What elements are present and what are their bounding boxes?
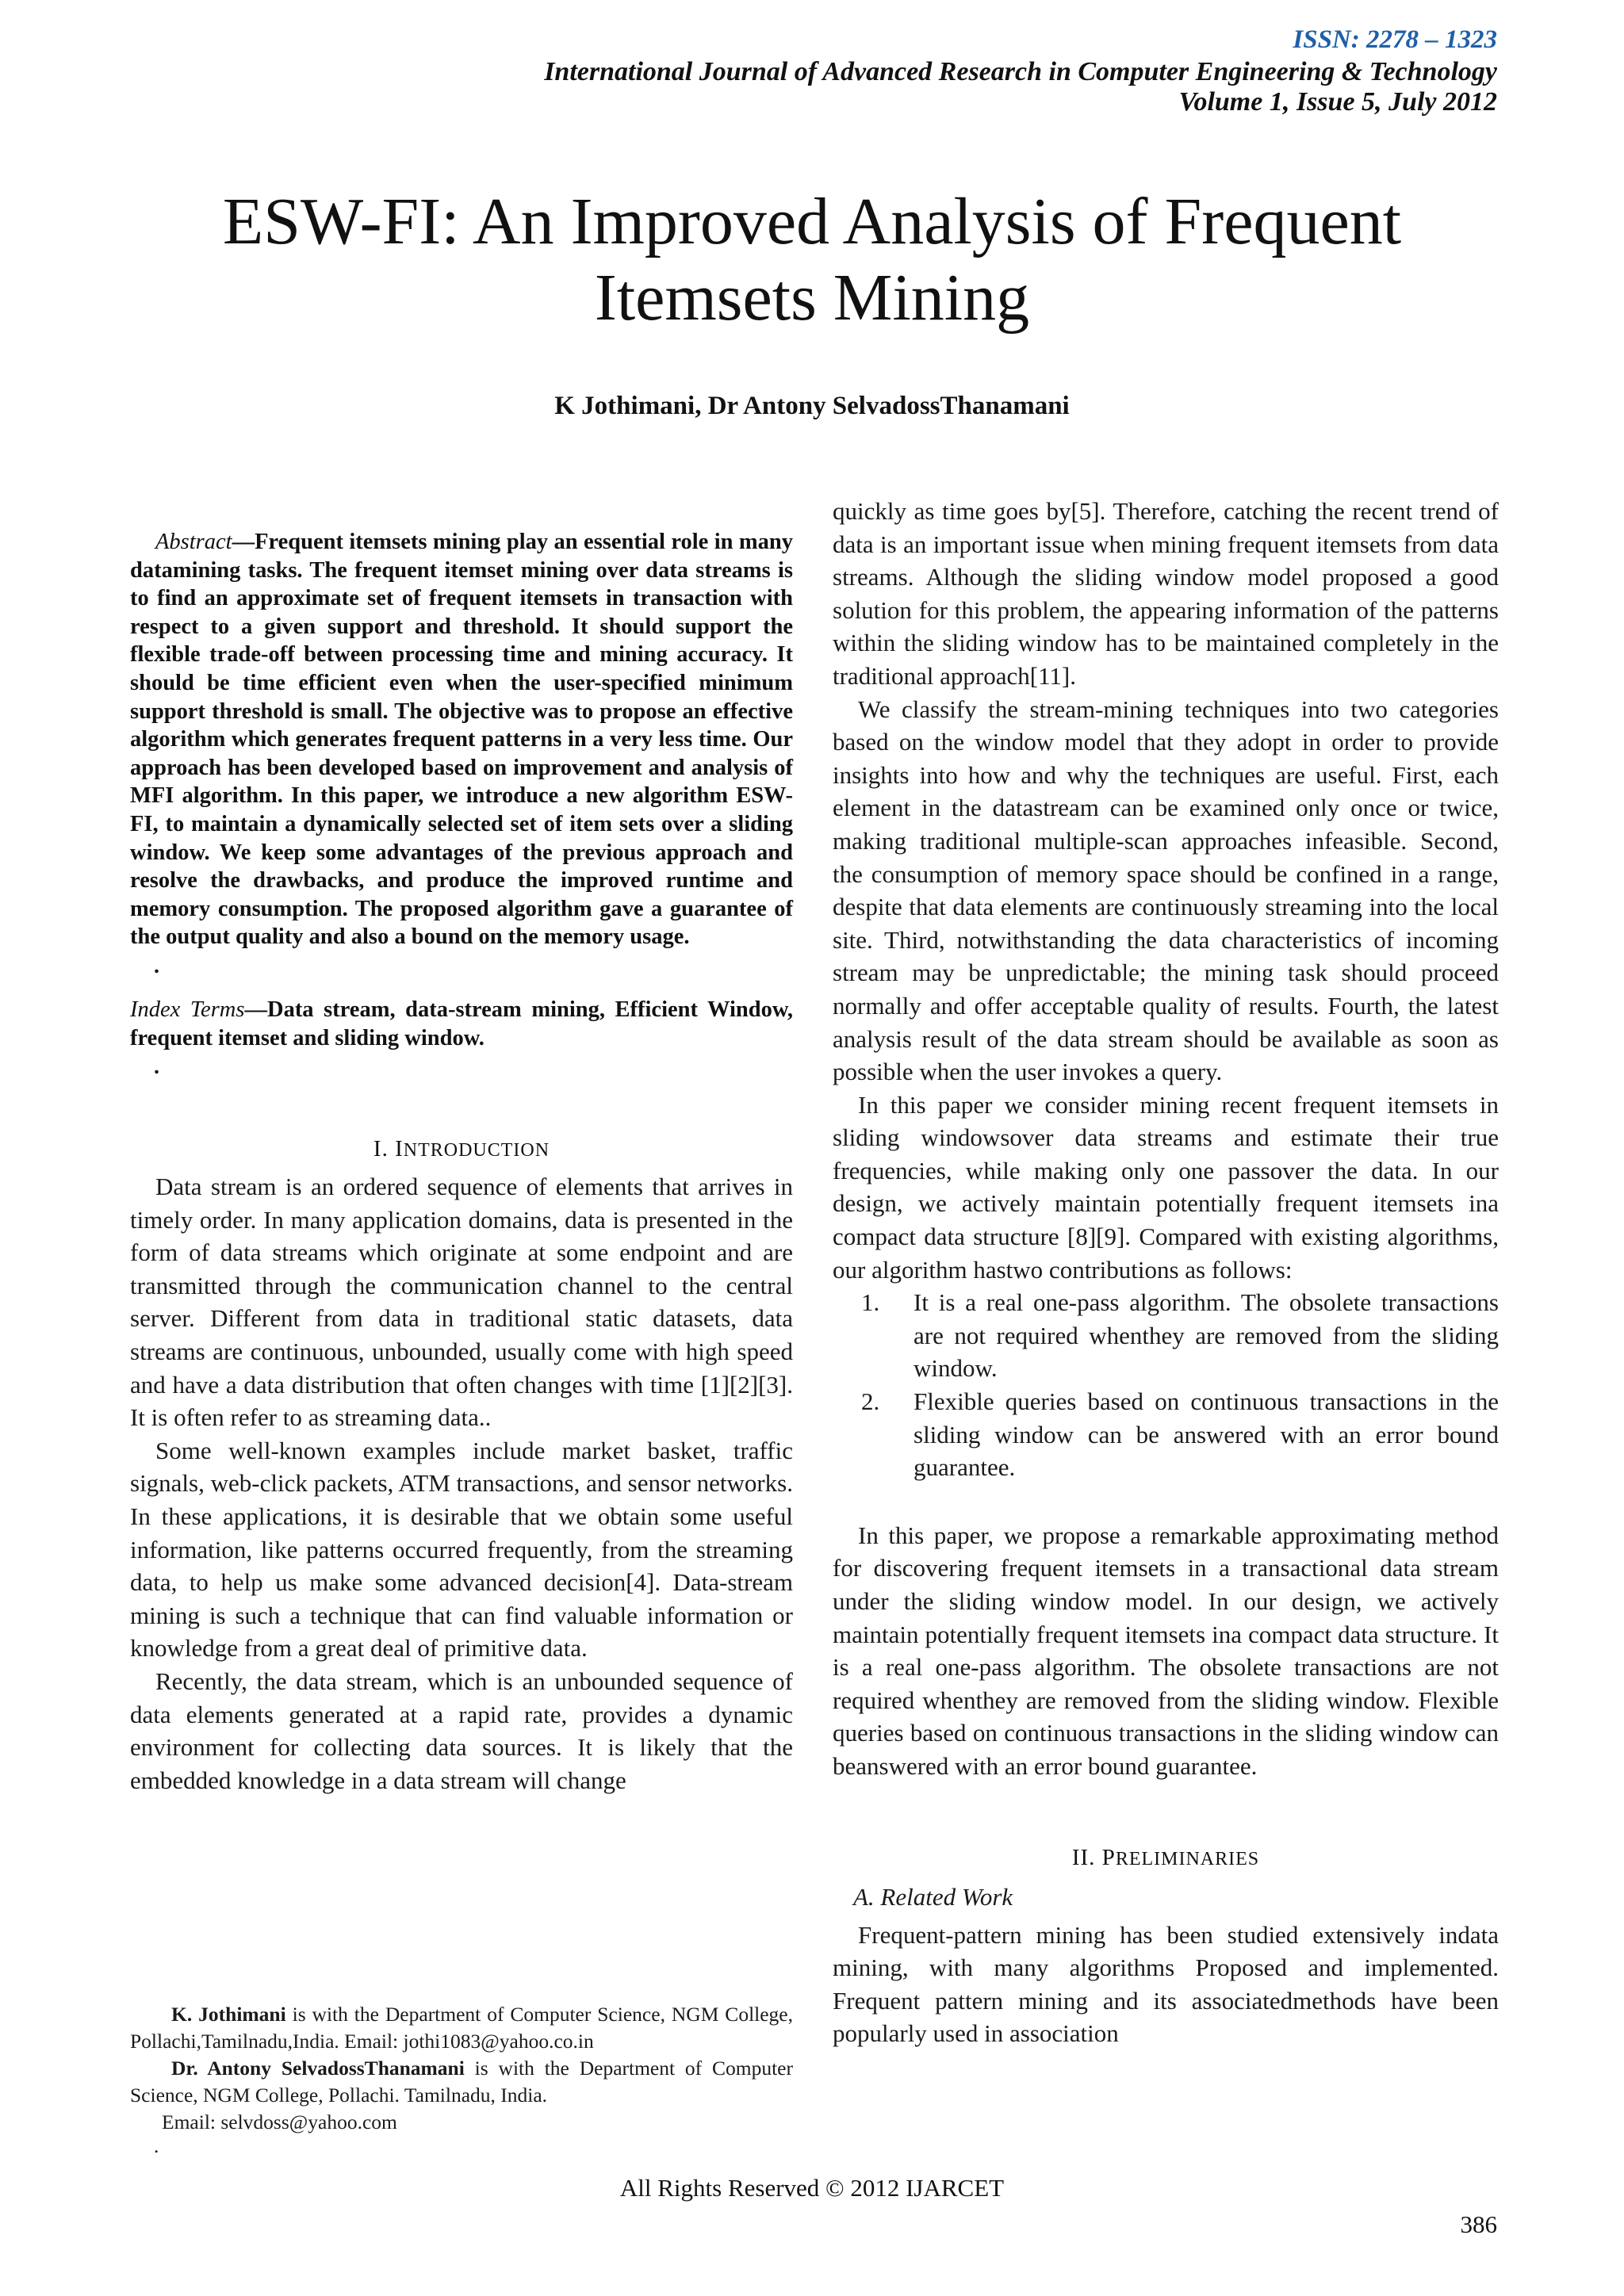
section-heading-introduction [130,1136,793,1162]
right-paragraph-3: In this paper we consider mining recent frequent itemsets in sliding windowsover data streams and estimate their true frequencies, while making only one passover the data. In our design, we actively maintain potentially frequent itemsets ina compact data structure [8][9]. Compared with existing algorithms, our algorithm hastwo contributions as follows: [833,1090,1499,1284]
page-number: 386 [1460,2210,1497,2238]
footnote-author-1 [130,2001,793,2055]
section-number: I. [373,1136,389,1162]
list-item-number: 1. [861,1288,880,1317]
title-line-2: Itemsets Mining [594,261,1030,335]
author-list: K Jothimani, Dr Antony SelvadossThanamani [554,392,1070,420]
issn-header: ISSN: 2278 – 1323 [1293,25,1497,54]
footnote-dot: . [154,2134,159,2157]
author-footnote [130,2001,793,2156]
intro-paragraph-2: Some well-known examples include market basket, traffic signals, web-click packets, ATM transactions, and sensor networks. In these applications, it is desirable that we obtain some useful information, like patterns occurred frequently, from the streaming data, to help us make some advanced decision[4]. Data-stream mining is such a technique that can find valuable information or knowledge from a great deal of primitive data. [130,1436,793,1663]
section-title-rest: NTRODUCTION [403,1140,550,1161]
footnote-author-1-name: K. Jothimani [171,2003,286,2026]
index-terms-dot: . [154,1054,159,1080]
list-item-text: It is a real one-pass algorithm. The obsolete transactions are not required whenthey are removed from the sliding window. [914,1288,1499,1383]
journal-name: International Journal of Advanced Research in Computer Engineering & Technology [544,57,1497,86]
footnote-author-2-text: is with the Department of Computer Science, NGM College, Pollachi. Tamilnadu, India. [130,2057,793,2107]
section-title-rest: RELIMINARIES [1115,1848,1260,1869]
right-column [833,495,1499,2050]
intro-paragraph-3: Recently, the data stream, which is an unbounded sequence of data elements generated at a rapid rate, provides a dynamic environment for collecting data sources. It is likely that the embedded knowledge in a data stream will change [130,1667,793,1794]
right-paragraph-2: We classify the stream-mining techniques into two categories based on the window model that they adopt in order to provide insights into how and why the techniques are useful. First, each element in the datastream can be examined only once or twice, making traditional multiple-scan approaches infeasible. Second, the consumption of memory space should be confined in a range, despite that data elements are continuously streaming into the local site. Third, notwithstanding the data characteristics of incoming stream may be unpredictable; the mining task should proceed normally and offer acceptable quality of results. Fourth, the latest analysis result of the data stream should be available as soon as possible when the user invokes a query. [833,695,1499,1086]
footnote-author-1-text: is with the Department of Computer Science, NGM College, Pollachi,Tamilnadu,India. Email: jothi1083@yahoo.co.in [130,2003,794,2053]
left-column [130,528,793,1797]
index-terms-text: —Data stream, data-stream mining, Efficient Window, frequent itemset and sliding window. [130,997,793,1050]
paper-title [159,184,1465,336]
footnote-email: Email: selvdoss@yahoo.com [162,2110,397,2133]
copyright-footer: All Rights Reserved © 2012 IJARCET [619,2174,1005,2202]
list-item-number: 2. [861,1387,880,1416]
abstract-text: —Frequent itemsets mining play an essential role in many datamining tasks. The frequent itemset mining over data streams is to find an approximate set of frequent itemsets in transaction with respect to a given support and threshold. It should support the flexible trade-off between processing time and mining accuracy. It should be time efficient even when the user-specified minimum support threshold is small. The objective was to propose an effective algorithm which generates frequent patterns in a very less time. Our approach has been developed based on improvement and analysis of MFI algorithm. In this paper, we introduce a new algorithm ESW-FI, to maintain a dynamically selected set of item sets over a sliding window. We keep some advantages of the previous approach and resolve the drawbacks, and produce the improved runtime and memory consumption. The proposed algorithm gave a guarantee of the output quality and also a bound on the memory usage. [130,530,793,950]
abstract-label: Abstract [155,530,232,554]
title-line-1: ESW-FI: An Improved Analysis of Frequent [222,185,1402,258]
abstract-dot: . [154,953,159,978]
section-number: II. [1071,1844,1096,1870]
right-paragraph-1: quickly as time goes by[5]. Therefore, catching the recent trend of data is an important issue when mining frequent itemsets from data streams. Although the sliding window model proposed a good solution for this problem, the appearing information of the patterns within the sliding window has to be maintained completely in the traditional approach[11]. [833,497,1499,690]
section-title-initial: P [1101,1844,1116,1870]
section-title-initial: I [395,1136,404,1162]
volume-issue: Volume 1, Issue 5, July 2012 [1178,87,1497,117]
index-terms-label: Index Terms [130,997,245,1022]
abstract [130,528,793,951]
footnote-author-2-name: Dr. Antony SelvadossThanamani [171,2057,465,2080]
list-item-text: Flexible queries based on continuous transactions in the sliding window can be answered with an error bound guarantee. [914,1387,1499,1482]
list-item [833,1385,1499,1484]
contribution-list [833,1286,1499,1484]
subsection-heading-related-work: A. Related Work [853,1882,1013,1911]
index-terms [130,996,793,1052]
section-heading-preliminaries [833,1845,1499,1871]
list-item [833,1286,1499,1385]
footnote-author-2 [130,2055,793,2109]
right-paragraph-4: In this paper, we propose a remarkable approximating method for discovering frequent itemsets in a transactional data stream under the sliding window model. In our design, we actively maintain potentially frequent itemsets ina compact data structure. It is a real one-pass algorithm. The obsolete transactions are not required whenthey are removed from the sliding window. Flexible queries based on continuous transactions in the sliding window can beanswered with an error bound guarantee. [833,1521,1499,1780]
intro-paragraph-1: Data stream is an ordered sequence of elements that arrives in timely order. In many application domains, data is presented in the form of data streams which originate at some endpoint and are transmitted through the communication channel to the central server. Different from data in traditional static datasets, data streams are continuous, unbounded, usually come with high speed and have a data distribution that often changes with time [1][2][3]. It is often refer to as streaming data.. [130,1173,793,1432]
prelim-paragraph-1: Frequent-pattern mining has been studied extensively indata mining, with many algorithms Proposed and implemented. Frequent pattern mining and its associatedmethods have been popularly used in association [833,1920,1499,2048]
